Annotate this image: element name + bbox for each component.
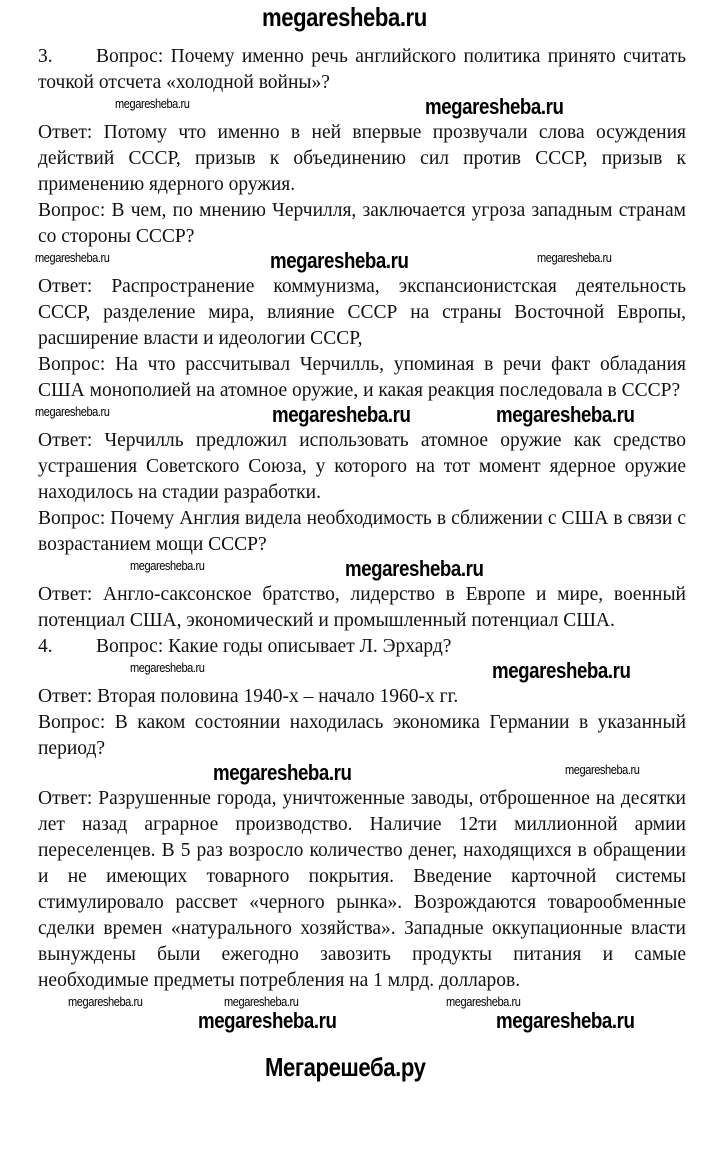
paragraph: Ответ: Распространение коммунизма, экспансионистская деятельность СССР, разделение мира, влияние СССР на страны Восточной Европы, расширение власти и идеологии СССР, <box>38 276 686 349</box>
watermark: megaresheba.ru <box>68 994 143 1009</box>
paragraph: Вопрос: В каком состоянии находилась экономика Германии в указанный период? <box>38 712 686 759</box>
watermark-row <box>0 404 720 428</box>
watermark: megaresheba.ru <box>115 96 190 111</box>
paragraph: Ответ: Потому что именно в ней впервые прозвучали слова осуждения действий СССР, призыв к объединению сил против СССР, призыв к применению ядерного оружия. <box>38 122 686 195</box>
watermark: megaresheba.ru <box>565 762 640 777</box>
watermark: megaresheba.ru <box>224 994 299 1009</box>
question-number: 3. <box>38 46 53 67</box>
footer <box>0 1050 720 1094</box>
watermark: megaresheba.ru <box>213 760 352 785</box>
paragraph: Ответ: Разрушенные города, уничтоженные заводы, отброшенное на десятки лет назад аграрное производство. Наличие 12ти миллионной армии переселенцев. В 5 раз возросло количество денег, находящихся в обращении и не имеющих товарного покрытия. Введение карточной системы стимулировало рассвет «черного рынка». Возрождаются товарообменные сделки времен «натурального хозяйства». Западные оккупационные власти вынуждены были ежегодно завозить продукты питания и самые необходимые предметы потребления на 1 млрд. долларов. <box>38 788 686 991</box>
paragraph: Вопрос: На что рассчитывал Черчилль, упоминая в речи факт обладания США монополией на атомное оружие, и какая реакция последовала в СССР? <box>38 354 686 401</box>
watermark: megaresheba.ru <box>425 94 564 119</box>
footer-site: Мегарешеба.ру <box>265 1052 426 1082</box>
watermark: megaresheba.ru <box>35 404 110 419</box>
watermark-row <box>0 96 720 120</box>
watermark: megaresheba.ru <box>130 558 205 573</box>
paragraph: Ответ: Англо-саксонское братство, лидерство в Европе и мире, военный потенциал США, экономический и промышленный потенциал США. <box>38 584 686 631</box>
header-site: megaresheba.ru <box>262 2 427 32</box>
paragraph-text: Вопрос: Почему именно речь английского политика принято считать точкой отсчета «холодной войны»? <box>38 46 686 93</box>
header <box>0 0 720 44</box>
watermark: megaresheba.ru <box>492 658 631 683</box>
watermark: megaresheba.ru <box>35 250 110 265</box>
paragraph: Вопрос: Почему Англия видела необходимость в сближении с США в связи с возрастанием мощи СССР? <box>38 508 686 555</box>
watermark: megaresheba.ru <box>130 660 205 675</box>
watermark: megaresheba.ru <box>537 250 612 265</box>
watermark: megaresheba.ru <box>496 402 635 427</box>
watermark: megaresheba.ru <box>496 1008 635 1033</box>
paragraph: Ответ: Черчилль предложил использовать атомное оружие как средство устрашения Советского Союза, у которого на тот момент ядерное оружие находилось на стадии разработки. <box>38 430 686 503</box>
watermark-row <box>0 558 720 582</box>
watermark-row <box>0 250 720 274</box>
watermark: megaresheba.ru <box>272 402 411 427</box>
watermark: megaresheba.ru <box>345 556 484 581</box>
watermark: megaresheba.ru <box>270 248 409 273</box>
paragraph: Вопрос: В чем, по мнению Черчилля, заключается угроза западным странам со стороны СССР? <box>38 200 686 247</box>
watermark-row <box>0 1010 720 1034</box>
watermark: megaresheba.ru <box>446 994 521 1009</box>
watermark-row <box>0 762 720 786</box>
watermark-row <box>0 660 720 684</box>
paragraph-q4 <box>38 634 686 660</box>
watermark: megaresheba.ru <box>198 1008 337 1033</box>
paragraph: Ответ: Вторая половина 1940-х – начало 1960-х гг. <box>38 686 459 707</box>
paragraph-q3 <box>38 44 686 96</box>
paragraph-text: Вопрос: Какие годы описывает Л. Эрхард? <box>96 636 452 657</box>
question-number: 4. <box>38 636 53 657</box>
